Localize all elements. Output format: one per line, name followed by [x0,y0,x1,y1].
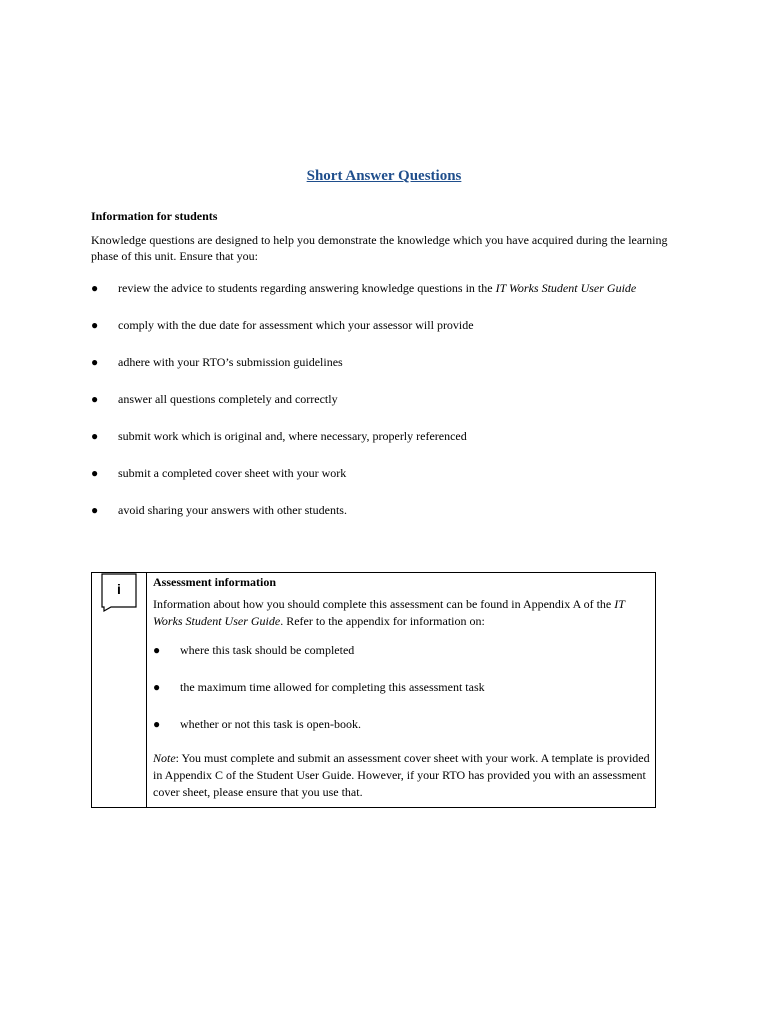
bullet-icon: ● [91,503,99,517]
list-item-text: avoid sharing your answers with other students. [118,503,347,517]
list-item-text: the maximum time allowed for completing this assessment task [180,680,485,694]
intro-paragraph: Knowledge questions are designed to help you demonstrate the knowledge which you have acquired during the learning phase of this unit. Ensure that you: [91,233,668,263]
bullet-icon: ● [91,392,99,406]
list-item [153,642,651,659]
bullet-icon: ● [153,643,161,657]
list-item-text: submit work which is original and, where necessary, properly referenced [118,429,467,443]
paragraph-text: Information about how you should complete this assessment can be found in Appendix A of the [153,597,615,611]
assessment-info-box [91,572,656,808]
list-item-text: where this task should be completed [180,643,355,657]
list-item-text: comply with the due date for assessment which your assessor will provide [118,318,474,332]
bullet-icon: ● [153,717,161,731]
list-item-text: submit a completed cover sheet with your work [118,466,347,480]
list-item [91,278,671,298]
section-heading: Information for students [91,209,218,223]
bullet-icon: ● [91,429,99,443]
list-item [91,500,671,520]
student-instructions-list [91,278,671,537]
list-item [153,679,651,696]
info-icon-letter: i [117,581,121,597]
list-item [91,463,671,483]
list-item [91,426,671,446]
bullet-icon: ● [91,355,99,369]
note-label: Note [153,751,176,765]
assessment-info-heading: Assessment information [153,575,276,589]
list-item [153,716,651,733]
info-speech-bubble-icon [101,573,137,613]
assessment-info-list [153,642,651,733]
bullet-icon: ● [153,680,161,694]
note-text: : You must complete and submit an assessment cover sheet with your work. A template is provided in Appendix C of the Student User Guide. However, if your RTO has provided you with an assessment cover sheet, please ensure that you use that. [153,751,650,799]
list-item-text: adhere with your RTO’s submission guidelines [118,355,343,369]
assessment-info-content [153,574,651,801]
list-item [91,352,671,372]
list-item-italic: IT Works Student User Guide [495,281,637,295]
list-item-text: review the advice to students regarding answering knowledge questions in the [118,281,496,295]
list-item-text: answer all questions completely and correctly [118,392,338,406]
list-item [91,389,671,409]
page-title: Short Answer Questions [306,168,462,184]
bullet-icon: ● [91,318,99,332]
paragraph-text-end: . Refer to the appendix for information on: [280,614,485,628]
bullet-icon: ● [91,466,99,480]
box-divider [146,573,147,807]
bullet-icon: ● [91,281,99,295]
list-item [91,315,671,335]
paragraph-italic: IT Works Student User Guide [153,597,625,628]
list-item-text: whether or not this task is open-book. [180,717,361,731]
assessment-info-paragraph [153,596,651,630]
assessment-note [153,750,651,801]
